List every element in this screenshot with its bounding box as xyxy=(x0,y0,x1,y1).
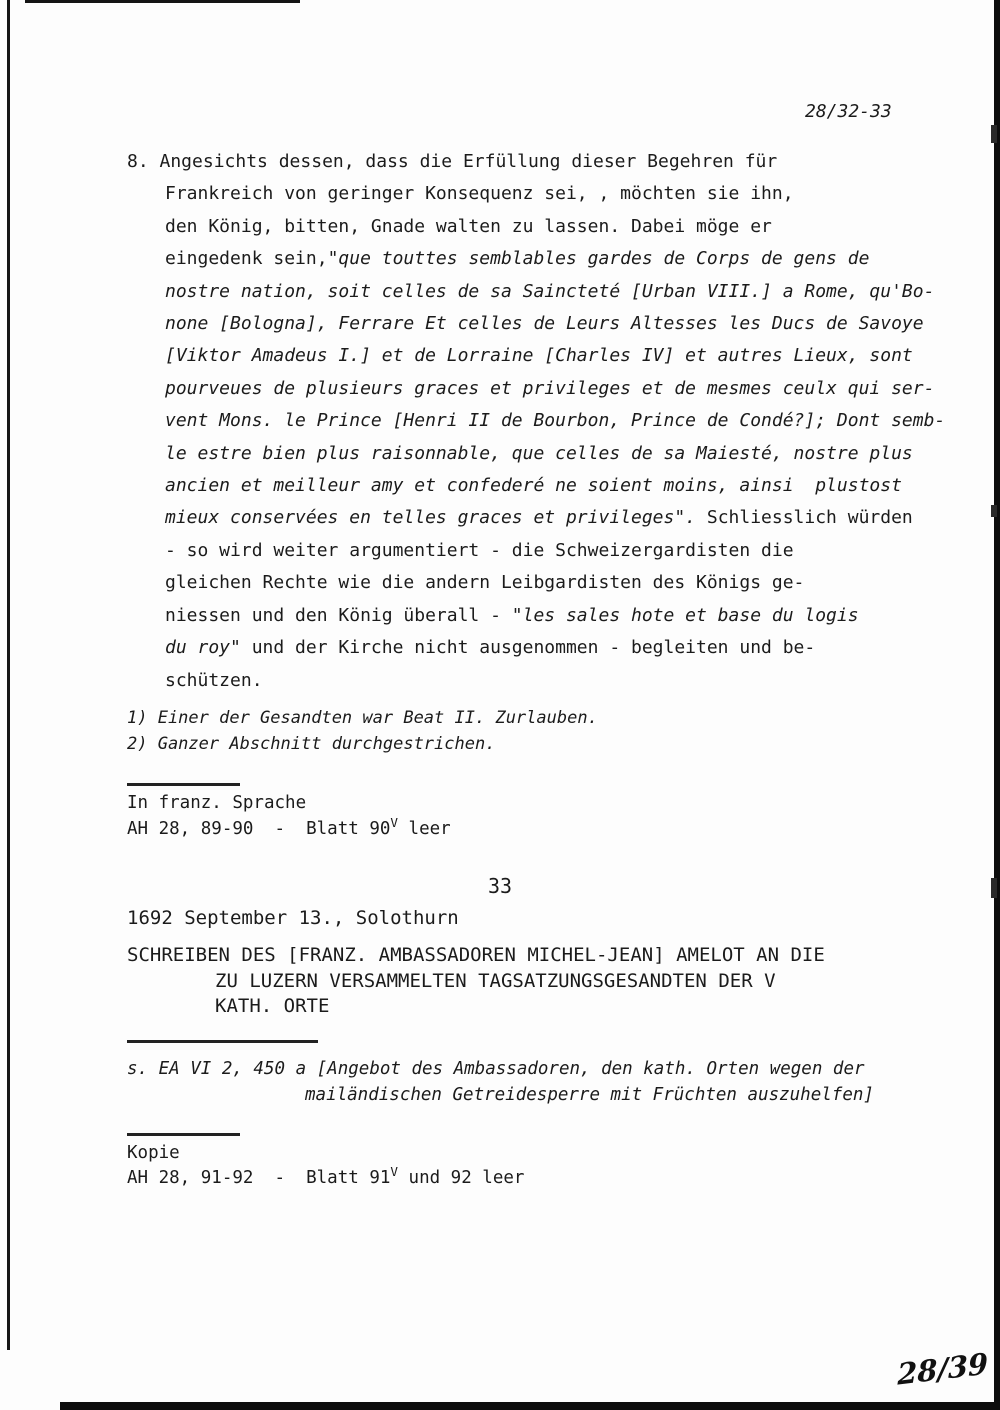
quoted-french-text: "les sales hote et base du logis xyxy=(511,604,859,626)
paragraph-line xyxy=(127,243,967,275)
regest-line xyxy=(127,1083,874,1109)
verso-superscript: V xyxy=(390,1164,398,1180)
scan-border-left xyxy=(7,0,10,1350)
paragraph-line xyxy=(127,340,967,372)
scan-artifact xyxy=(991,125,997,143)
page-reference: 28/32-33 xyxy=(805,101,892,122)
typewritten-text: den König, bitten, Gnade walten zu lassen. Dabei möge er xyxy=(165,215,772,237)
paragraph-line xyxy=(127,146,967,178)
typewritten-text: schützen. xyxy=(165,669,263,691)
paragraph-line xyxy=(127,535,967,567)
typewritten-text: gleichen Rechte wie die andern Leibgardisten des Königs ge- xyxy=(165,572,805,594)
archive-ref-prefix: AH 28, 89-90 - Blatt 90 xyxy=(127,819,391,839)
paragraph-line xyxy=(127,438,967,470)
paragraph-line xyxy=(127,373,967,405)
typewritten-text: eingedenk sein, xyxy=(165,248,328,270)
quoted-french-text: le estre bien plus raisonnable, que celles de sa Maiesté, nostre plus xyxy=(165,442,913,464)
paragraph-line xyxy=(127,665,967,697)
quoted-french-text: pourveues de plusieurs graces et privileges et de mesmes ceulx qui ser- xyxy=(165,377,935,399)
typewritten-text: - so wird weiter argumentiert - die Schweizergardisten die xyxy=(165,539,794,561)
typewritten-text: 1) Einer der Gesandten war Beat II. Zurlauben. xyxy=(127,708,598,728)
archive-reference-entry-33 xyxy=(127,1164,525,1188)
typewritten-text: 2) Ganzer Abschnitt durchgestrichen. xyxy=(127,734,496,754)
entry-33-number: 33 xyxy=(487,874,513,898)
paragraph-line xyxy=(127,308,967,340)
footnote-block xyxy=(127,705,598,757)
separator-rule xyxy=(127,783,240,786)
quoted-french-text: none [Bologna], Ferrare Et celles de Leurs Altesses les Ducs de Savoye xyxy=(165,313,924,335)
quoted-french-text: du roy" xyxy=(165,637,241,659)
archive-ref-suffix: leer xyxy=(398,819,451,839)
separator-rule xyxy=(127,1133,240,1136)
regest-line xyxy=(127,1057,874,1083)
typewritten-text: KATH. ORTE xyxy=(215,995,330,1017)
title-line xyxy=(127,943,825,969)
paragraph-line xyxy=(127,502,967,534)
quoted-french-text: ancien et meilleur amy et confederé ne soient moins, ainsi plustost xyxy=(165,475,902,497)
archive-ref-prefix: AH 28, 91-92 - Blatt 91 xyxy=(127,1168,391,1188)
typewritten-text: mailändischen Getreidesperre mit Früchten auszuhelfen] xyxy=(305,1084,874,1105)
handwritten-folio-number: 28/39 xyxy=(897,1346,989,1392)
quoted-french-text: vent Mons. le Prince [Henri II de Bourbon, Prince de Condé?]; Dont semb- xyxy=(165,410,946,432)
typewritten-text: Frankreich von geringer Konsequenz sei, , möchten sie ihn, xyxy=(165,183,794,205)
typewritten-text: s. EA VI 2, 450 a [Angebot des Ambassadoren, den kath. Orten wegen der xyxy=(127,1059,865,1079)
paragraph-line xyxy=(127,632,967,664)
paragraph-line xyxy=(127,405,967,437)
title-line xyxy=(127,994,825,1020)
quoted-french-text: mieux conservées en telles graces et privileges". xyxy=(165,507,697,529)
quoted-french-text: [Viktor Amadeus I.] et de Lorraine [Charles IV] et autres Lieux, sont xyxy=(165,345,913,367)
archive-ref-suffix: und 92 leer xyxy=(398,1168,525,1188)
language-note: In franz. Sprache xyxy=(127,793,307,813)
separator-rule xyxy=(127,1040,318,1043)
typewritten-text: SCHREIBEN DES [FRANZ. AMBASSADOREN MICHEL-JEAN] AMELOT AN DIE xyxy=(127,944,825,966)
quoted-french-text: nostre nation, soit celles de sa Saincteté [Urban VIII.] a Rome, qu'Bo- xyxy=(165,280,935,302)
typewritten-text: und der Kirche nicht ausgenommen - begleiten und be- xyxy=(240,637,816,659)
paragraph-line xyxy=(127,600,967,632)
footnote-line xyxy=(127,731,598,757)
quoted-french-text: "que touttes semblables gardes de Corps de gens de xyxy=(327,248,870,270)
paragraph-line xyxy=(127,567,967,599)
typewritten-text: 8. Angesichts dessen, dass die Erfüllung dieser Begehren für xyxy=(127,151,778,172)
entry-32-paragraph xyxy=(127,146,967,697)
typewritten-text: Schliesslich würden xyxy=(696,507,913,529)
copy-note: Kopie xyxy=(127,1143,180,1163)
footnote-line xyxy=(127,705,598,731)
verso-superscript: V xyxy=(390,815,398,831)
scan-border-right xyxy=(994,0,1000,1410)
paragraph-line xyxy=(127,470,967,502)
entry-33-regest xyxy=(127,1057,874,1108)
title-line xyxy=(127,969,825,995)
entry-33-title xyxy=(127,943,825,1020)
typewritten-text: niessen und den König überall - xyxy=(165,604,512,626)
archive-reference-entry-32 xyxy=(127,815,451,839)
typewritten-text: ZU LUZERN VERSAMMELTEN TAGSATZUNGSGESANDTEN DER V xyxy=(215,969,776,992)
scan-border-bottom xyxy=(60,1402,1000,1410)
paragraph-line xyxy=(127,211,967,243)
paragraph-line xyxy=(127,276,967,308)
paragraph-line xyxy=(127,178,967,210)
entry-33-dateline: 1692 September 13., Solothurn xyxy=(127,907,459,929)
scan-artifact xyxy=(991,505,997,517)
scan-border-top xyxy=(25,0,300,3)
